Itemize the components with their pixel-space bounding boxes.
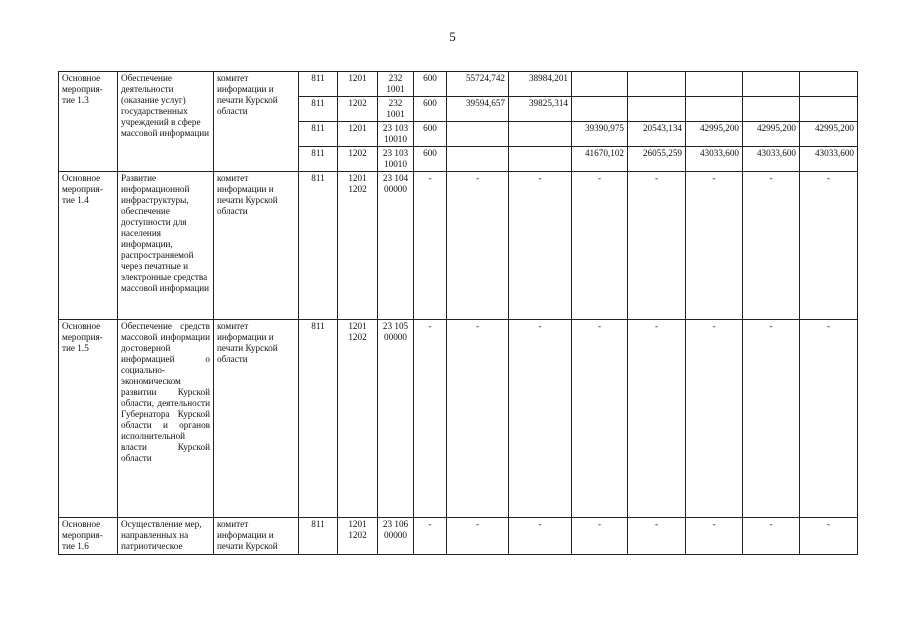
value-cell (572, 97, 628, 122)
rzpr-cell: 1202 (338, 97, 378, 122)
value-cell: - (509, 320, 572, 518)
value-cell (800, 97, 858, 122)
csr-cell: 23 103 10010 (378, 122, 414, 147)
rzpr-cell: 1201 1202 (338, 518, 378, 555)
value-cell: 39594,657 (447, 97, 509, 122)
value-cell (509, 147, 572, 172)
vr-cell: 600 (414, 72, 447, 97)
csr-cell: 23 103 10010 (378, 147, 414, 172)
value-cell: - (628, 320, 686, 518)
grbs-cell: 811 (299, 97, 338, 122)
rzpr-cell: 1202 (338, 147, 378, 172)
value-cell: - (628, 518, 686, 555)
value-cell (572, 72, 628, 97)
event-cell: Основное мероприя-тие 1.6 (59, 518, 118, 555)
value-cell: - (743, 172, 800, 320)
vr-cell: 600 (414, 122, 447, 147)
csr-cell: 23 105 00000 (378, 320, 414, 518)
value-cell (447, 147, 509, 172)
executor-cell: комитет информации и печати Курской (214, 518, 299, 555)
table-row (59, 320, 858, 518)
value-cell: - (800, 320, 858, 518)
grbs-cell: 811 (299, 172, 338, 320)
value-cell: - (800, 518, 858, 555)
vr-cell: - (414, 320, 447, 518)
value-cell (743, 97, 800, 122)
description-cell: Развитие информационной инфраструктуры, обеспечение доступности для населения информации, распространяемой через печатные и электронные средства массовой информации (118, 172, 214, 320)
value-cell: 43033,600 (800, 147, 858, 172)
value-cell (447, 122, 509, 147)
table-row (59, 72, 858, 97)
csr-cell: 23 106 00000 (378, 518, 414, 555)
csr-cell: 23 104 00000 (378, 172, 414, 320)
value-cell: 39825,314 (509, 97, 572, 122)
rzpr-cell: 1201 1202 (338, 172, 378, 320)
value-cell: - (509, 518, 572, 555)
value-cell (628, 97, 686, 122)
value-cell: 39390,975 (572, 122, 628, 147)
value-cell: - (686, 518, 743, 555)
value-cell: - (572, 518, 628, 555)
vr-cell: 600 (414, 147, 447, 172)
value-cell: 43033,600 (743, 147, 800, 172)
vr-cell: - (414, 172, 447, 320)
value-cell: 38984,201 (509, 72, 572, 97)
description-cell: Осуществление мер, направленных на патриотическое (118, 518, 214, 555)
csr-cell: 232 1001 (378, 97, 414, 122)
value-cell (743, 72, 800, 97)
value-cell (509, 122, 572, 147)
value-cell: - (686, 172, 743, 320)
value-cell (628, 72, 686, 97)
rzpr-cell: 1201 (338, 122, 378, 147)
event-cell: Основное мероприя-тие 1.4 (59, 172, 118, 320)
executor-cell: комитет информации и печати Курской области (214, 172, 299, 320)
value-cell: 26055,259 (628, 147, 686, 172)
value-cell: - (628, 172, 686, 320)
page-number: 5 (449, 29, 456, 44)
value-cell: - (686, 320, 743, 518)
grbs-cell: 811 (299, 518, 338, 555)
rzpr-cell: 1201 (338, 72, 378, 97)
grbs-cell: 811 (299, 147, 338, 172)
value-cell: - (743, 320, 800, 518)
event-cell: Основное мероприя-тие 1.5 (59, 320, 118, 518)
value-cell: - (800, 172, 858, 320)
value-cell: 42995,200 (743, 122, 800, 147)
value-cell (686, 72, 743, 97)
table-row (59, 518, 858, 555)
vr-cell: 600 (414, 97, 447, 122)
executor-cell: комитет информации и печати Курской области (214, 320, 299, 518)
grbs-cell: 811 (299, 122, 338, 147)
value-cell: - (509, 172, 572, 320)
value-cell: - (447, 172, 509, 320)
csr-cell: 232 1001 (378, 72, 414, 97)
value-cell: 20543,134 (628, 122, 686, 147)
value-cell: 42995,200 (800, 122, 858, 147)
value-cell: 43033,600 (686, 147, 743, 172)
value-cell: - (447, 518, 509, 555)
value-cell: 42995,200 (686, 122, 743, 147)
description-cell: Обеспечение деятельности (оказание услуг) государственных учреждений в сфере массовой информации (118, 72, 214, 172)
vr-cell: - (414, 518, 447, 555)
value-cell (800, 72, 858, 97)
table-row (59, 172, 858, 320)
value-cell: - (447, 320, 509, 518)
rzpr-cell: 1201 1202 (338, 320, 378, 518)
budget-table (58, 71, 858, 555)
grbs-cell: 811 (299, 320, 338, 518)
value-cell: 55724,742 (447, 72, 509, 97)
value-cell (686, 97, 743, 122)
value-cell: - (572, 172, 628, 320)
value-cell: - (572, 320, 628, 518)
executor-cell: комитет информации и печати Курской области (214, 72, 299, 172)
grbs-cell: 811 (299, 72, 338, 97)
description-cell: Обеспечение средств массовой информации достоверной информацией о социально-экономическом развитии Курской области, деятельности Губернатора Курской области и органов исполнительной власти Курской области (118, 320, 214, 518)
value-cell: - (743, 518, 800, 555)
value-cell: 41670,102 (572, 147, 628, 172)
event-cell: Основное мероприя-тие 1.3 (59, 72, 118, 172)
